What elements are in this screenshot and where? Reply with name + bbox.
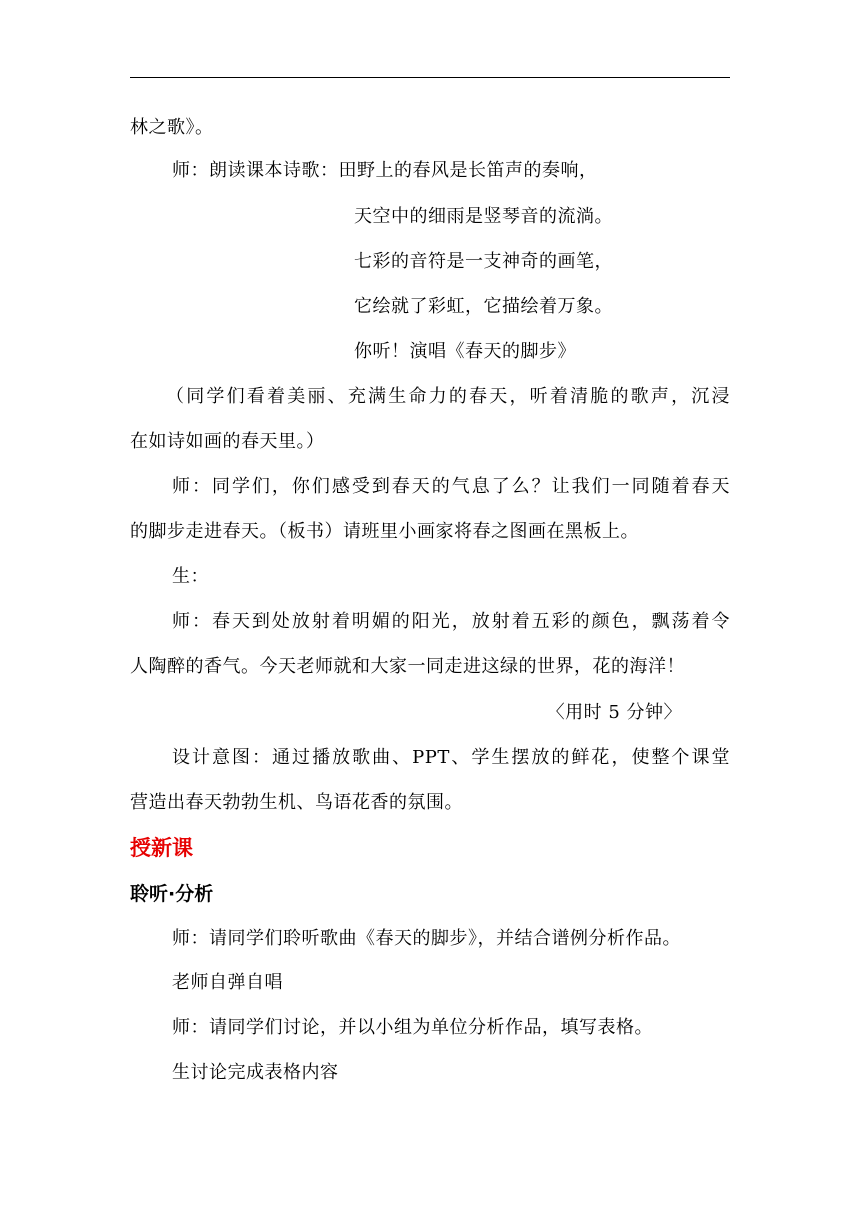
text-line: 人陶醉的香气。今天老师就和大家一同走进这绿的世界，花的海洋！ — [130, 656, 685, 677]
text-line: 师：同学们，你们感受到春天的气息了么？让我们一同随着春天 — [172, 476, 730, 497]
text-line: 老师自弹自唱 — [172, 972, 283, 993]
poem-line: 天空中的细雨是竖琴音的流淌。 — [354, 206, 613, 227]
text-line: 生： — [172, 566, 209, 587]
text-line: 的脚步走进春天。（板书）请班里小画家将春之图画在黑板上。 — [130, 521, 639, 542]
time-note: 〈用时 5 分钟〉 — [546, 702, 682, 723]
poem-line: 它绘就了彩虹，它描绘着万象。 — [354, 296, 613, 317]
text-line: 师：春天到处放射着明媚的阳光，放射着五彩的颜色，飘荡着令 — [172, 611, 730, 632]
text-line: 在如诗如画的春天里。） — [130, 431, 325, 452]
text-line: 师：朗读课本诗歌：田野上的春风是长笛声的奏响， — [172, 160, 598, 181]
text-line: 林之歌》。 — [130, 117, 214, 138]
text-line: （同学们看着美丽、充满生命力的春天，听着清脆的歌声，沉浸 — [166, 386, 730, 407]
text-line: 师：请同学们讨论，并以小组为单位分析作品，填写表格。 — [172, 1017, 653, 1038]
poem-line: 你听！演唱《春天的脚步》 — [354, 341, 576, 362]
poem-line: 七彩的音符是一支神奇的画笔， — [354, 251, 613, 272]
section-heading: 授新课 — [130, 836, 193, 860]
header-rule — [130, 77, 730, 78]
text-line: 生讨论完成表格内容 — [172, 1062, 339, 1083]
text-line: 师：请同学们聆听歌曲《春天的脚步》，并结合谱例分析作品。 — [172, 928, 681, 949]
subsection-heading: 聆听·分析 — [130, 883, 214, 905]
text-line: 营造出春天勃勃生机、鸟语花香的氛围。 — [130, 792, 463, 813]
text-line: 设计意图：通过播放歌曲、PPT、学生摆放的鲜花，使整个课堂 — [172, 747, 730, 768]
